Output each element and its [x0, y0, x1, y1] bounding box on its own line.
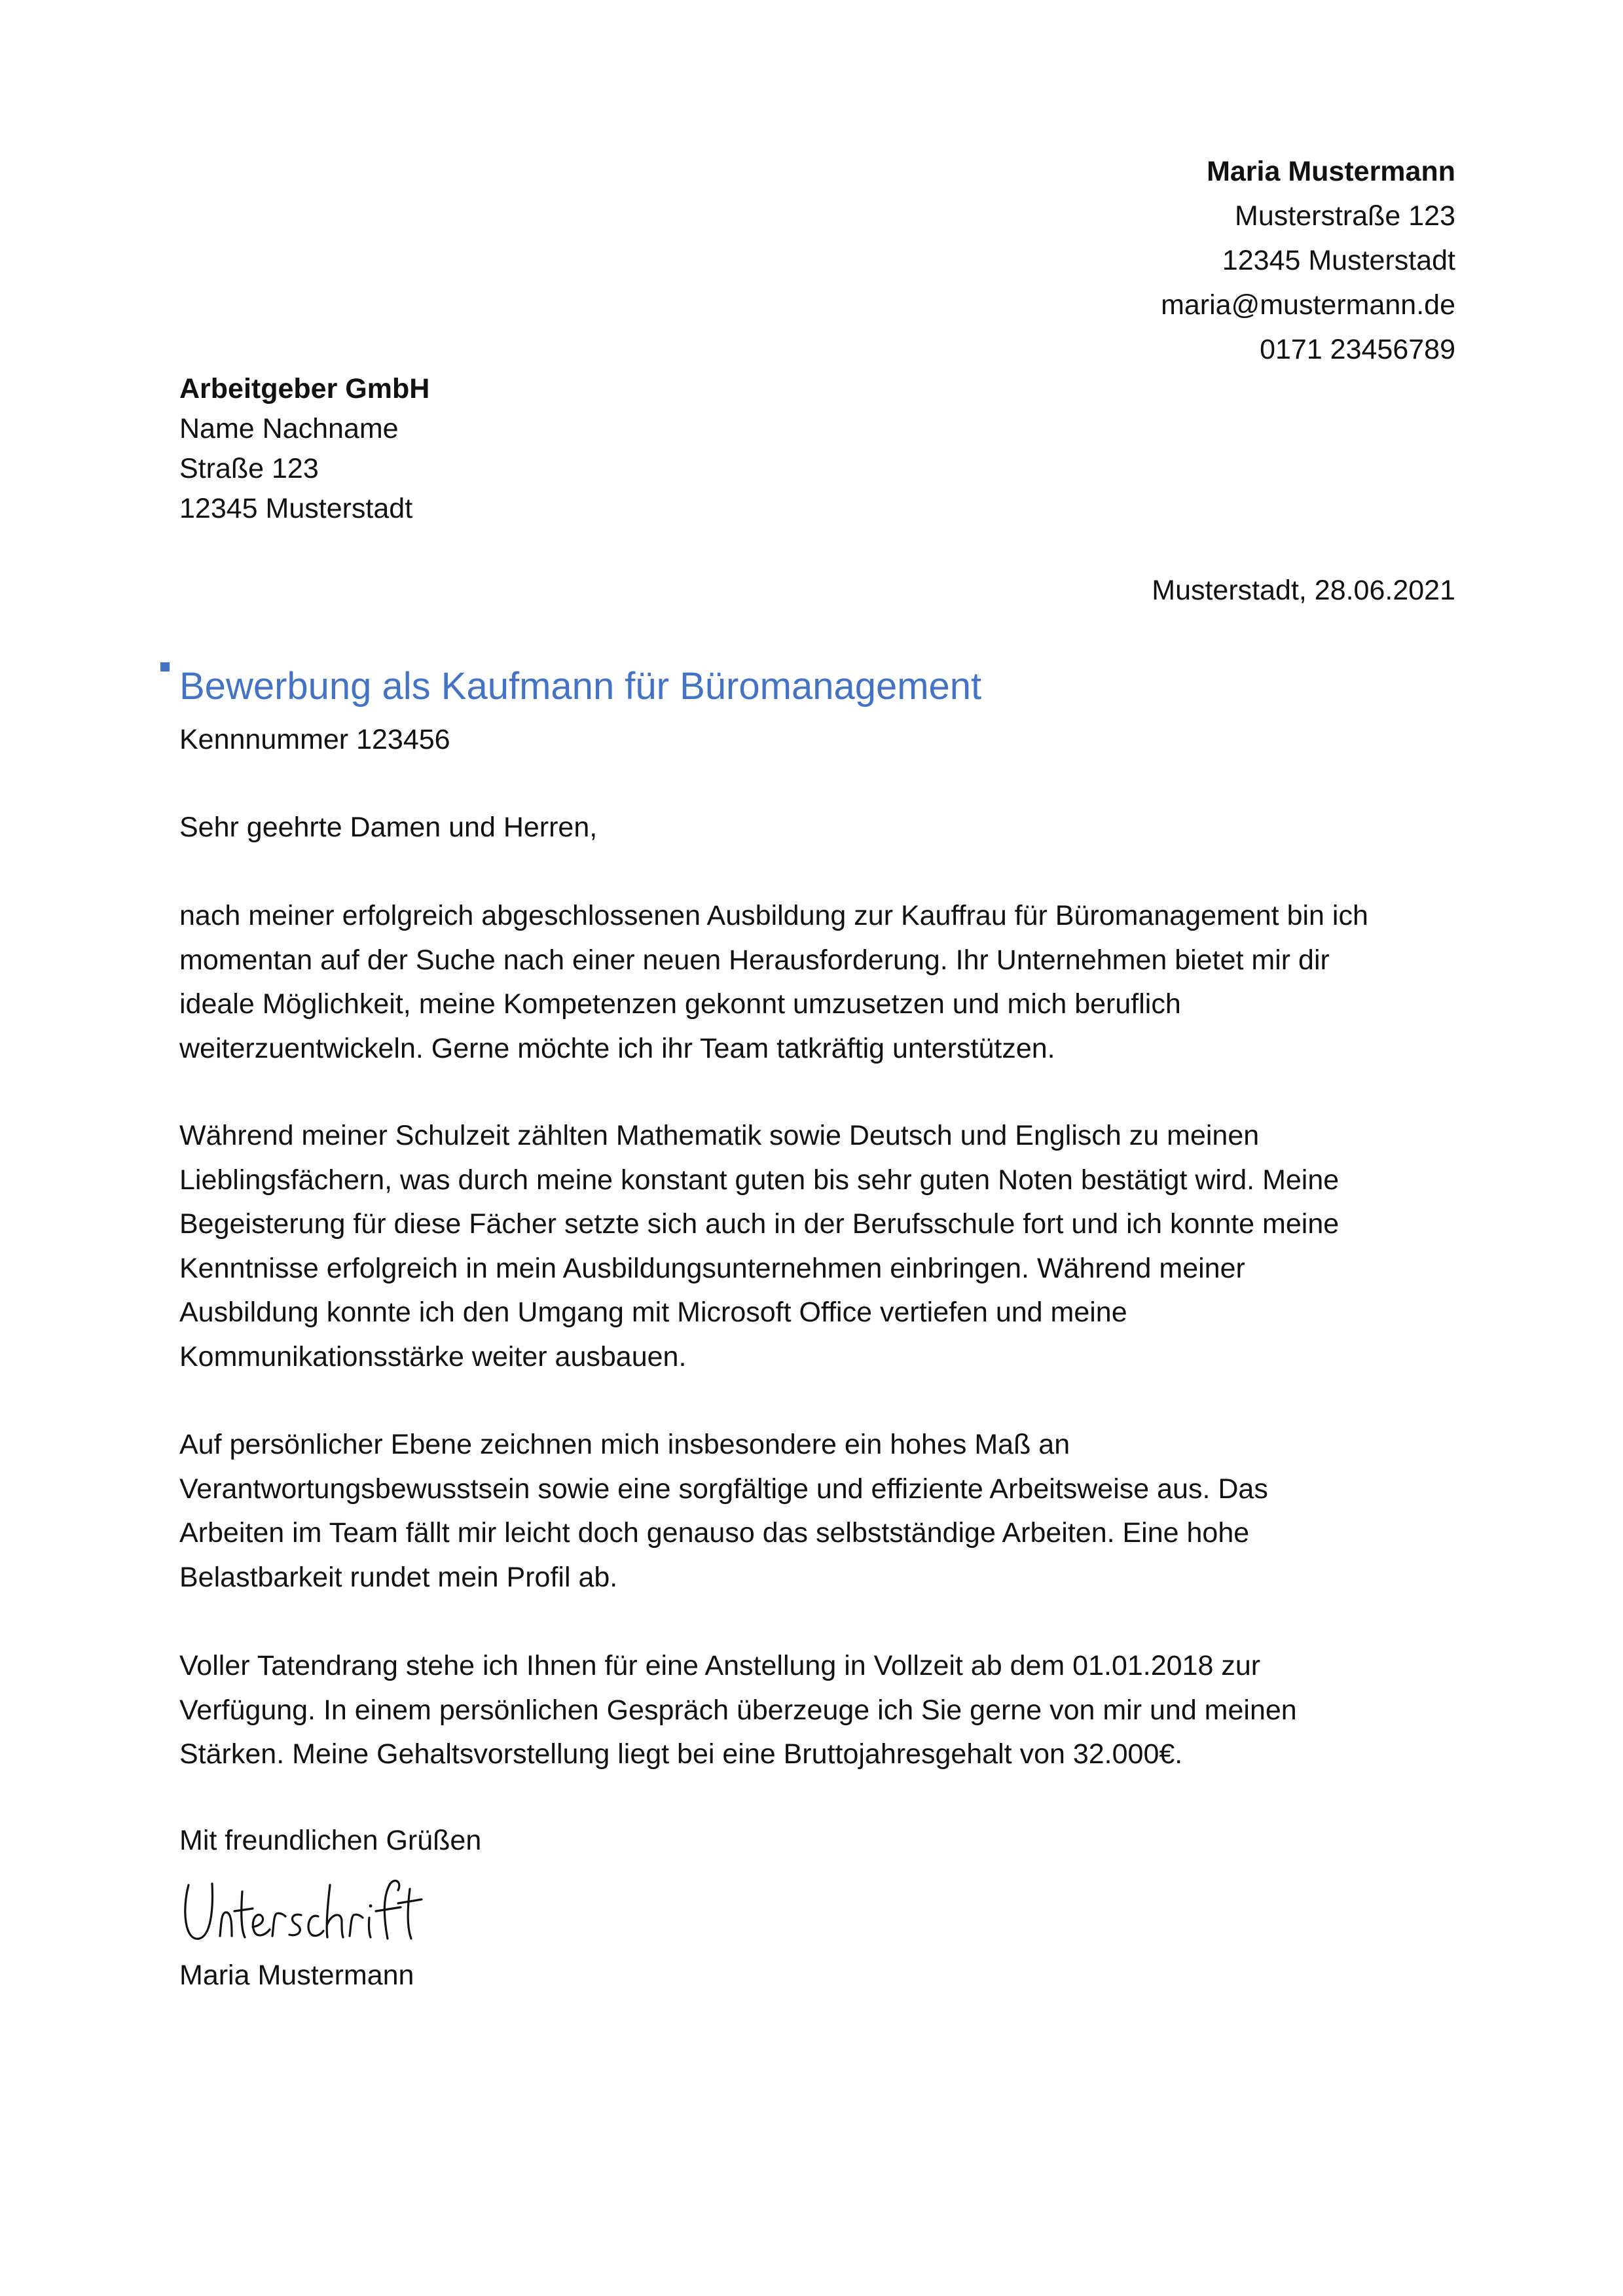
text-line: Kommunikationsstärke weiter ausbauen.: [179, 1340, 687, 1372]
subject-marker: [160, 662, 170, 672]
letter-date: Musterstadt, 28.06.2021: [1152, 575, 1455, 606]
closing-phrase: Mit freundlichen Grüßen: [179, 1825, 482, 1856]
text-line: weiterzuentwickeln. Gerne möchte ich ihr Team tatkräftig unterstützen.: [179, 1032, 1055, 1064]
sender-block: [1161, 149, 1455, 372]
recipient-block: [179, 369, 429, 529]
text-line: Voller Tatendrang stehe ich Ihnen für eine Anstellung in Vollzeit ab dem 01.01.2018 zur: [179, 1650, 1261, 1681]
text-line: Verfügung. In einem persönlichen Gespräch überzeuge ich Sie gerne von mir und meinen: [179, 1694, 1297, 1726]
recipient-city: 12345 Musterstadt: [179, 493, 413, 524]
signature-drawing: [179, 1871, 428, 1949]
recipient-contact: Name Nachname: [179, 413, 399, 444]
text-line: Arbeiten im Team fällt mir leicht doch genauso das selbstständige Arbeiten. Eine hohe: [179, 1517, 1250, 1549]
text-line: nach meiner erfolgreich abgeschlossenen Ausbildung zur Kauffrau für Büromanagement bin ich: [179, 900, 1368, 931]
sender-email: maria@mustermann.de: [1161, 289, 1455, 321]
recipient-street: Straße 123: [179, 453, 319, 484]
text-line: Belastbarkeit rundet mein Profil ab.: [179, 1561, 618, 1593]
text-line: Verantwortungsbewusstsein sowie eine sorgfältige und effiziente Arbeitsweise aus. Das: [179, 1473, 1268, 1505]
handwritten-signature: [179, 1871, 428, 1949]
text-line: Ausbildung konnte ich den Umgang mit Microsoft Office vertiefen und meine: [179, 1297, 1127, 1328]
paragraph-3: [179, 1423, 1459, 1600]
sender-street: Musterstraße 123: [1235, 200, 1455, 232]
text-line: ideale Möglichkeit, meine Kompetenzen gekonnt umzusetzen und mich beruflich: [179, 988, 1181, 1020]
sender-city: 12345 Musterstadt: [1222, 245, 1455, 276]
sender-name: Maria Mustermann: [1207, 156, 1455, 187]
signer-name: Maria Mustermann: [179, 1960, 414, 1991]
recipient-company: Arbeitgeber GmbH: [179, 373, 430, 404]
text-line: Begeisterung für diese Fächer setzte sich auch in der Berufsschule fort und ich konnte meine: [179, 1208, 1340, 1240]
text-line: Während meiner Schulzeit zählten Mathematik sowie Deutsch und Englisch zu meinen: [179, 1120, 1260, 1151]
salutation: Sehr geehrte Damen und Herren,: [179, 812, 598, 843]
text-line: Lieblingsfächern, was durch meine konstant guten bis sehr guten Noten bestätigt wird. Meine: [179, 1164, 1340, 1196]
text-line: Kenntnisse erfolgreich in mein Ausbildungsunternehmen einbringen. Während meiner: [179, 1252, 1245, 1284]
text-line: Auf persönlicher Ebene zeichnen mich insbesondere ein hohes Maß an: [179, 1429, 1070, 1460]
paragraph-1: [179, 894, 1459, 1071]
reference-number: Kennnummer 123456: [179, 724, 450, 755]
sender-phone: 0171 23456789: [1260, 334, 1455, 365]
letter-subject: Bewerbung als Kaufmann für Büromanagement: [179, 665, 982, 708]
paragraph-4: [179, 1644, 1459, 1777]
text-line: Stärken. Meine Gehaltsvorstellung liegt bei eine Bruttojahresgehalt von 32.000€.: [179, 1738, 1183, 1770]
paragraph-2: [179, 1114, 1459, 1379]
text-line: momentan auf der Suche nach einer neuen Herausforderung. Ihr Unternehmen bietet mir dir: [179, 944, 1330, 976]
